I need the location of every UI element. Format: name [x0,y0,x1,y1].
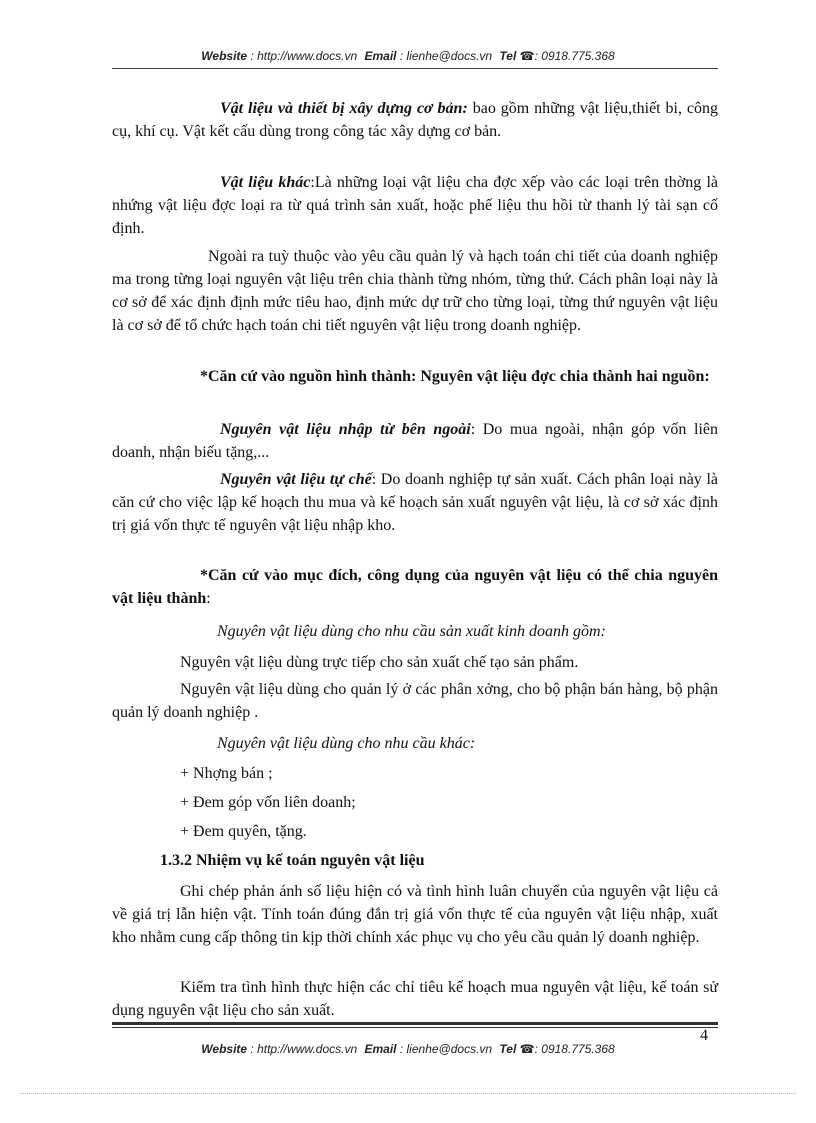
list-item [112,791,718,814]
paragraph-text: : Do doanh nghiệp tự sản xuất. Cách phân loại này là căn cứ cho việc lập kế hoạch thu mua và kế hoạch sản xuất nguyên vật liệu, là cơ sở xác định trị giá vốn thực tế nguyên vật liệu nhập kho. [112,471,718,534]
page-footer [0,1042,816,1056]
footer-website-label: Website [201,1042,248,1056]
paragraph-text: Nguyên vật liệu dùng cho nhu cầu sản xuất kinh doanh gồm: [217,623,606,640]
header-website-url: : http://www.docs.vn [250,49,358,63]
paragraph-external-materials [112,418,718,464]
page-bottom-dotted-rule [20,1093,796,1094]
term-external-materials: Nguyên vật liệu nhập từ bên ngoài [220,421,471,438]
paragraph-text: : Do mua ngoài, nhận góp vốn liên doanh, nhận biếu tặng,... [112,421,719,461]
paragraph-management-use [112,678,718,724]
footer-email-value: : lienhe@docs.vn [399,1042,493,1056]
footer-rule-thin [112,1027,718,1028]
paragraph-text: :Là những loại vật liệu cha đợc xếp vào các loại trên thờng là nhứng vật liệu đợc loại ra từ quá trình sản xuất, hoặc phế liệu thu hồi từ thanh lý tài sạn cố định. [112,174,718,237]
paragraph-colon: : [206,590,211,607]
paragraph-text: Nguyên vật liệu dùng cho quản lý ở các phân xởng, cho bộ phận bán hàng, bộ phận quản lý doanh nghiệp . [112,681,718,721]
paragraph-other-needs [112,732,718,755]
page-number: 4 [700,1027,708,1044]
footer-email-label: Email [364,1042,397,1056]
paragraph-construction-materials [112,97,718,143]
header-tel-label: Tel [499,49,517,63]
footer-website-url: : http://www.docs.vn [250,1042,358,1056]
paragraph-text: bao gồm những vật liệu,thiết bi, công cụ, khí cụ. Vật kết cấu dùng trong công tác xây dựng cơ bản. [112,100,719,140]
paragraph-additional-classification [112,245,718,337]
paragraph-production-needs [112,620,718,643]
term-construction-materials: Vật liệu và thiết bị xây dựng cơ bản: [220,100,468,117]
term-self-made-materials: Nguyên vật liệu tự chế [220,471,372,488]
paragraph-inspection [112,976,718,1022]
paragraph-text: Ngoài ra tuỳ thuộc vào yêu cầu quản lý và hạch toán chi tiết của doanh nghiệp ma trong từng loại nguyên vật liệu trên chia thành từng nhóm, từng thứ. Cách phân loại này là cơ sở để xác định định mức tiêu hao, định mức dự trữ cho từng loại, từng thứ nguyên vật liệu là cơ sở để tổ chức hạch toán chi tiết nguyên vật liệu trong doanh nghiệp. [112,248,718,334]
section-heading-text: 1.3.2 Nhiệm vụ kế toán nguyên vật liệu [160,852,425,869]
footer-tel-value: ☎: 0918.775.368 [519,1042,615,1056]
paragraph-text: Nguyên vật liệu dùng cho nhu cầu khác: [217,735,476,752]
header-tel-value: ☎: 0918.775.368 [519,49,615,63]
header-website-label: Website [201,49,248,63]
paragraph-text: Nguyên vật liệu dùng trực tiếp cho sản xuất chế tạo sản phẩm. [180,654,579,671]
header-email-value: : lienhe@docs.vn [399,49,493,63]
paragraph-recording [112,880,718,949]
page-header [0,49,816,63]
header-email-label: Email [364,49,397,63]
paragraph-by-purpose [112,564,718,610]
term-other-materials: Vật liệu khác [220,174,311,191]
paragraph-by-source [112,365,718,388]
list-item-text: + Đem góp vốn liên doanh; [180,794,356,811]
list-item-text: + Đem quyên, tặng. [180,823,307,840]
paragraph-text: *Căn cứ vào nguồn hình thành: Nguyên vật liệu đợc chia thành hai nguồn: [200,368,710,385]
paragraph-text: Ghi chép phản ánh số liệu hiện có và tình hình luân chuyển của nguyên vật liệu cả về giá trị lẫn hiện vật. Tính toán đúng đắn trị giá vốn thực tế của nguyên vật liệu nhập, xuất kho nhằm cung cấp thông tin kịp thời chính xác phục vụ cho yêu cầu quản lý doanh nghiệp. [112,883,718,946]
header-rule [112,68,718,69]
list-item [112,820,718,843]
footer-tel-label: Tel [499,1042,517,1056]
paragraph-text: Kiểm tra tình hình thực hiện các chỉ tiêu kế hoạch mua nguyên vật liệu, kế toán sử dụng nguyên vật liệu cho sản xuất. [112,979,718,1019]
paragraph-other-materials [112,171,718,240]
list-item [112,762,718,785]
paragraph-direct-use [112,651,718,674]
footer-rule-thick [112,1022,718,1025]
list-item-text: + Nhợng bán ; [180,765,273,782]
paragraph-text: *Căn cứ vào mục đích, công dụng của nguyên vật liệu có thể chia nguyên vật liệu thành [112,567,718,607]
paragraph-self-made-materials [112,468,718,537]
section-heading [112,849,718,872]
